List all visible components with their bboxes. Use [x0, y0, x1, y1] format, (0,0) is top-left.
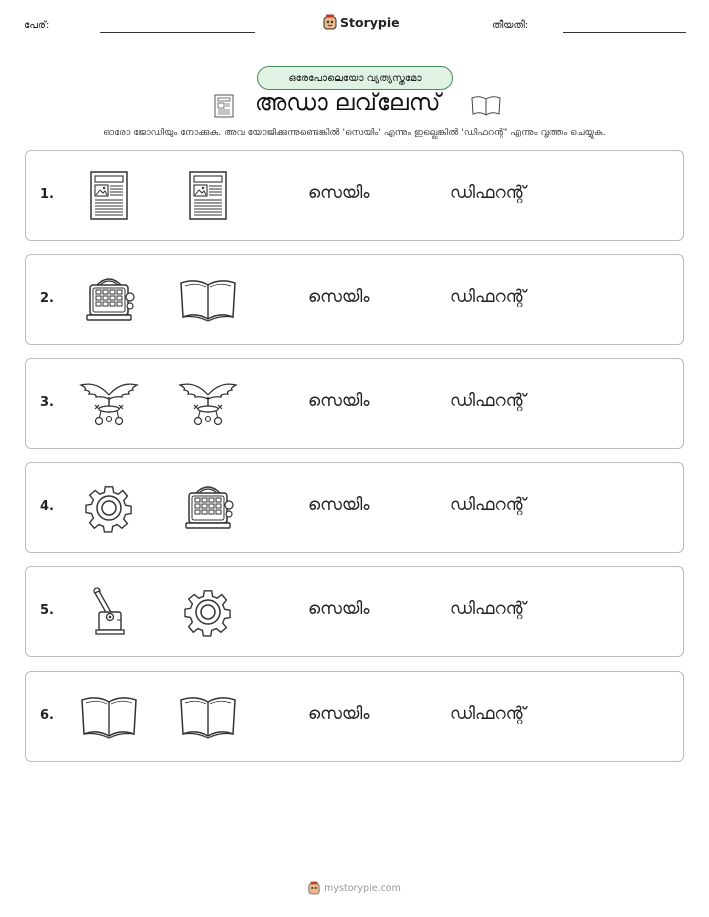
question-row — [25, 462, 684, 553]
instructions-text: ഓരോ ജോഡിയും നോക്കുക. അവ യോജിക്കുന്നുണ്ടെങ്കിൽ 'സെയിം' എന്നും ഇല്ലെങ്കിൽ 'ഡിഫറന്റ്' എന്നും വൃത്തം ചെയ്യുക. — [103, 127, 606, 138]
different-option[interactable]: ഡിഫറന്റ് — [450, 599, 526, 619]
same-option[interactable]: സെയിം — [308, 495, 370, 515]
question-number: 1. — [40, 187, 54, 202]
gear-icon — [79, 483, 139, 533]
flying-machine-icon — [79, 379, 139, 429]
different-option[interactable]: ഡിഫറന്റ് — [450, 287, 526, 307]
lever-icon — [79, 587, 139, 637]
open-book-icon — [470, 94, 502, 118]
brand-logo — [323, 14, 400, 30]
newspaper-icon — [79, 171, 139, 221]
question-row — [25, 358, 684, 449]
storypie-mascot-icon — [323, 14, 337, 30]
question-number: 4. — [40, 499, 54, 514]
question-row — [25, 671, 684, 762]
same-option[interactable]: സെയിം — [308, 287, 370, 307]
open-book-icon — [178, 692, 238, 742]
question-number: 3. — [40, 395, 54, 410]
question-number: 2. — [40, 291, 54, 306]
question-row — [25, 254, 684, 345]
flying-machine-icon — [178, 379, 238, 429]
same-option[interactable]: സെയിം — [308, 391, 370, 411]
machine-icon — [178, 483, 238, 533]
question-number: 5. — [40, 603, 54, 618]
gear-icon — [178, 587, 238, 637]
question-row — [25, 566, 684, 657]
page-title: അഡാ ലവ്‌ലേസ് — [255, 90, 441, 116]
newspaper-icon — [178, 171, 238, 221]
name-line[interactable] — [100, 32, 255, 33]
brand-name: Storypie — [340, 14, 400, 30]
machine-icon — [79, 275, 139, 325]
footer — [0, 881, 709, 895]
open-book-icon — [178, 275, 238, 325]
different-option[interactable]: ഡിഫറന്റ് — [450, 495, 526, 515]
name-label: പേര്: — [24, 20, 50, 31]
footer-url: mystorypie.com — [324, 882, 401, 894]
same-option[interactable]: സെയിം — [308, 704, 370, 724]
date-label: തീയതി: — [492, 20, 529, 31]
question-number: 6. — [40, 708, 54, 723]
date-line[interactable] — [563, 32, 686, 33]
open-book-icon — [79, 692, 139, 742]
worksheet-type-badge: ഒരേപോലെയോ വ്യത്യസ്തമോ — [257, 66, 453, 90]
storypie-mascot-icon — [308, 881, 320, 895]
different-option[interactable]: ഡിഫറന്റ് — [450, 183, 526, 203]
different-option[interactable]: ഡിഫറന്റ് — [450, 704, 526, 724]
different-option[interactable]: ഡിഫറന്റ് — [450, 391, 526, 411]
question-row — [25, 150, 684, 241]
same-option[interactable]: സെയിം — [308, 183, 370, 203]
same-option[interactable]: സെയിം — [308, 599, 370, 619]
newspaper-icon — [213, 94, 235, 118]
